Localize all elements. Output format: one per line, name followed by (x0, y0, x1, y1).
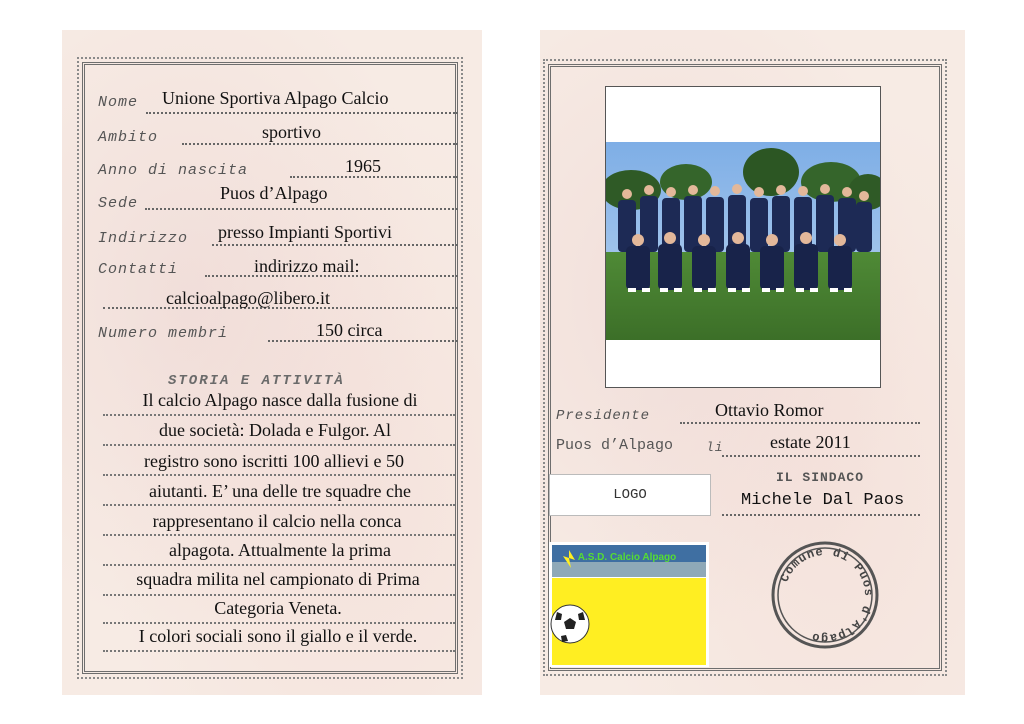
indirizzo-dotted-line (212, 244, 458, 246)
sede-label: Sede (98, 195, 139, 212)
luogo-connector: li (706, 440, 724, 455)
membri-value: 150 circa (316, 320, 383, 340)
team-photo-frame (605, 86, 881, 388)
sindaco-dotted-line (722, 514, 920, 516)
nome-label: Nome (98, 94, 139, 111)
indirizzo-label: Indirizzo (98, 230, 189, 247)
story-dotted-line (103, 414, 455, 416)
data-value: estate 2011 (770, 432, 851, 452)
story-line: alpagota. Attualmente la prima (169, 540, 391, 560)
story-line: squadra milita nel campionato di Prima (136, 569, 420, 589)
story-line: Il calcio Alpago nasce dalla fusione di (142, 390, 418, 410)
ambito-value: sportivo (262, 122, 322, 142)
story-dotted-line (103, 444, 455, 446)
story-line: registro sono iscritti 100 allievi e 50 (144, 451, 404, 471)
contatti-value: indirizzo mail: (254, 256, 360, 276)
nome-dotted-line (146, 112, 458, 114)
story-dotted-line (103, 650, 455, 652)
story-dotted-line (103, 594, 455, 596)
club-logo-banner: A.S.D. Calcio Alpago (577, 552, 677, 563)
story-dotted-line (103, 504, 455, 506)
indirizzo-value: presso Impianti Sportivi (218, 222, 392, 242)
anno-value: 1965 (345, 156, 381, 176)
sindaco-value: Michele Dal Paos (741, 491, 905, 510)
sindaco-label: IL SINDACO (776, 470, 865, 485)
svg-text:Comune di Puos d'Alpago (778, 545, 876, 645)
story-line: aiutanti. E’ una delle tre squadre che (148, 481, 412, 501)
nome-value: Unione Sportiva Alpago Calcio (162, 88, 389, 108)
story-title: STORIA E ATTIVITÀ (168, 373, 345, 389)
story-line: due società: Dolada e Fulgor. Al (159, 420, 391, 440)
anno-label: Anno di nascita (98, 162, 249, 179)
sede-dotted-line (145, 208, 458, 210)
story-line: Categoria Veneta. (214, 598, 342, 618)
contatti-email: calcioalpago@libero.it (166, 288, 331, 308)
contatti-label: Contatti (98, 261, 179, 278)
ambito-dotted-line (182, 143, 458, 145)
municipal-seal-stamp (770, 540, 880, 650)
presidente-dotted-line (680, 422, 920, 424)
logo-label-box: LOGO (549, 474, 711, 516)
story-dotted-line (103, 534, 455, 536)
story-dotted-line (103, 622, 455, 624)
story-dotted-line (103, 474, 455, 476)
ambito-label: Ambito (98, 129, 159, 146)
sede-value: Puos d’Alpago (220, 183, 328, 203)
luogo-label: Puos d’Alpago (556, 437, 674, 454)
membri-label: Numero membri (98, 325, 229, 342)
story-dotted-line (103, 564, 455, 566)
club-logo (549, 542, 709, 667)
presidente-label: Presidente (556, 408, 651, 424)
seal-text: Comune di Puos d'Alpago (777, 544, 876, 646)
data-dotted-line (722, 455, 920, 457)
story-line: I colori sociali sono il giallo e il verde. (138, 626, 418, 646)
team-photo (606, 142, 880, 340)
presidente-value: Ottavio Romor (715, 400, 824, 420)
story-line: rappresentano il calcio nella conca (152, 511, 402, 531)
